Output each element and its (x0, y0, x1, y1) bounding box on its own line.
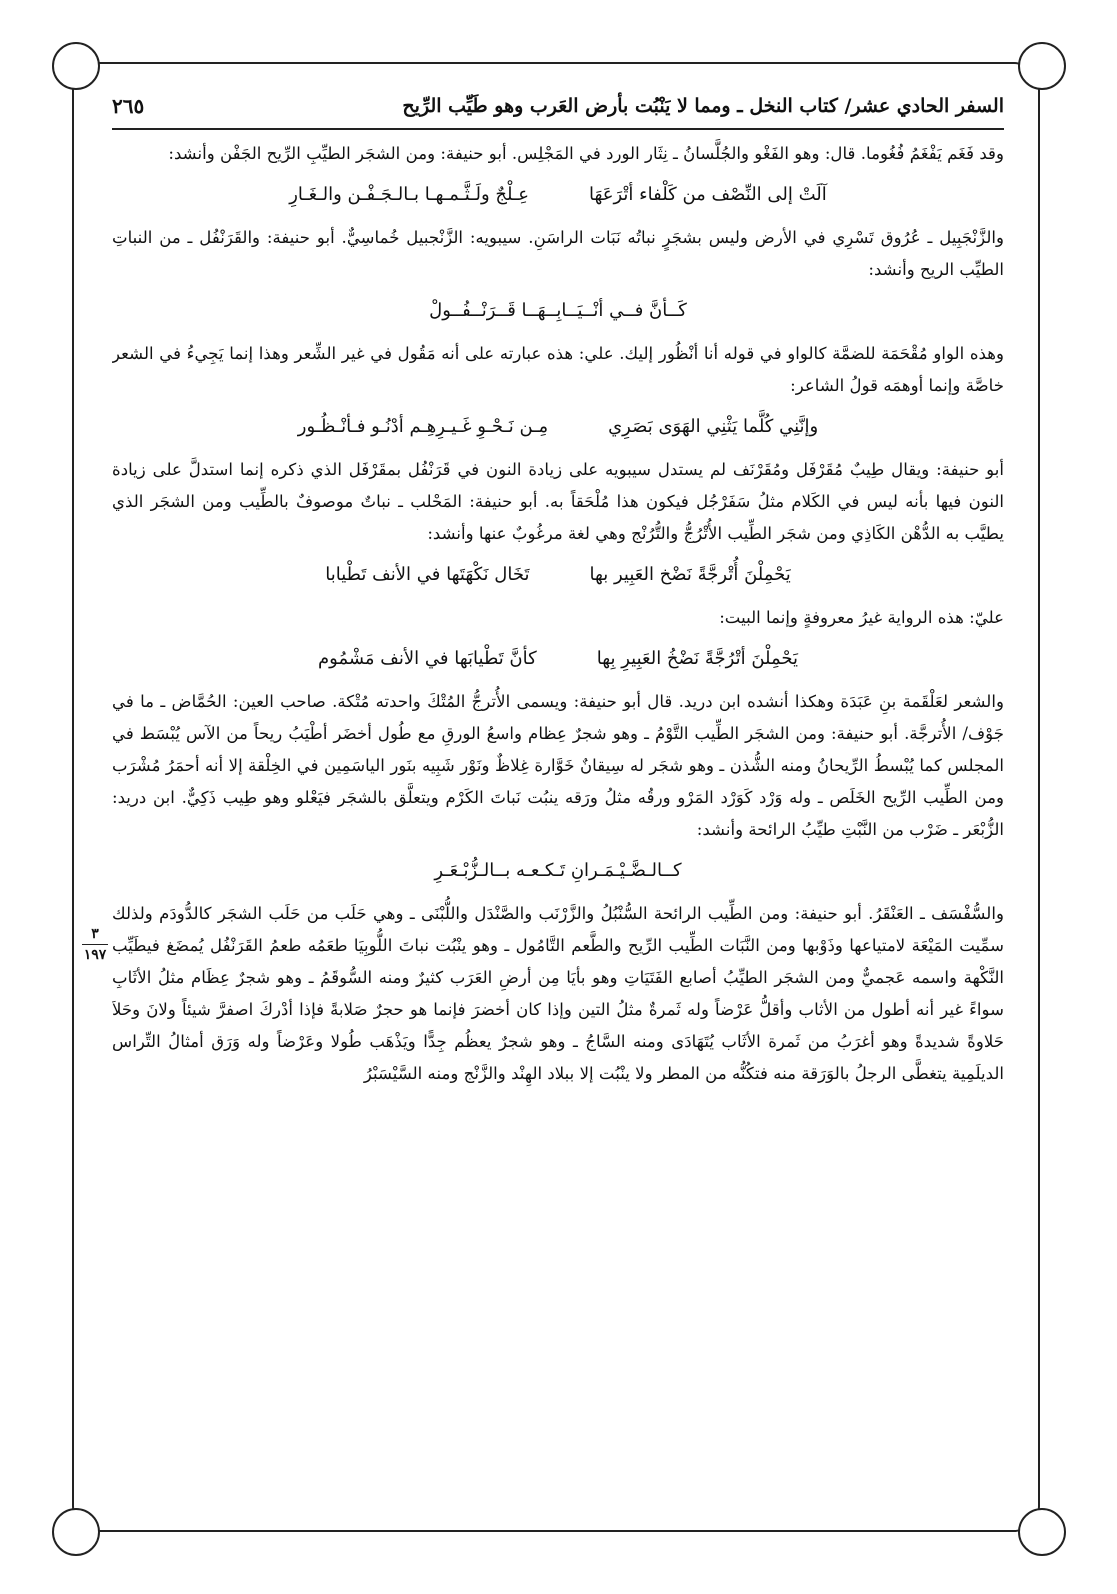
verse-5 (112, 640, 1004, 678)
verse-4 (112, 556, 1004, 594)
paragraph-1: وقد فَغَم يَفْغَمُ فُغُوما. قال: وهو الفَغْو والجُلَّسانُ ـ نِثَار الورد في المَجْلِس. أبو حنيفة: ومن الشجَر الطيِّبِ الرِّيح الجَفْن وأنشد: (168, 144, 1004, 163)
margin-reference-divider (82, 944, 108, 945)
paragraph-5: عليّ: هذه الرواية غيرُ معروفةٍ وإنما البيت: (719, 608, 1004, 627)
page-number: ٢٦٥ (112, 94, 145, 118)
paragraph-6: والشعر لعَلْقَمة بنِ عَبَدَة وهكذا أنشده ابن دريد. قال أبو حنيفة: ويسمى الأُترجُّ المُتْكَ واحدته مُتْكة. صاحب العين: الحُمَّاض ـ ما في جَوْف/ الأُترجَّة. أبو حنيفة: ومن الشجَر الطِّيب التَّوْمُ ـ وهو شجرٌ عِظام واسعُ الورقِ مع طُول أخضَر أطْيَبُ ريحاً من الآس يُبْسَط في المجلس كما يُبْسطُ الرِّيحانُ ومنه الشُّذن ـ وهو شجَر له سِيقانٌ خَوَّارة غِلاظٌ ونَوْر شَبِيه بنَور الياسَمِين في الخِلْقة إلا أنه أحمَرُ مُشْرَب ومن الطِّيب الرِّيح الخَلَص ـ وله وَرْد كَوَرْد المَرْو ورقُه مثلُ ورَقه ينبُت نَباتَ الكَرْم ويتعلَّق بالشجَر فيَعْلو وهو طِيب ذَكِيٌّ. ابن دريد: الزُّبْعَر ـ ضَرْب من النَّبْتِ طيِّبُ الرائحة وأنشد: (112, 692, 1004, 839)
running-header (112, 84, 1004, 130)
verse-5-second-hemistich: كأنَّ تَطْيابَها في الأنف مَشْمُوم (318, 648, 537, 669)
verse-4-second-hemistich: تَخَال نَكْهَتَها في الأنف تَطْيابا (325, 564, 530, 585)
verse-3 (112, 408, 1004, 446)
frame-corner-top-right (1018, 42, 1066, 90)
verse-4-first-hemistich: يَحْمِلْنَ أُتْرجَّةً نَضْخ العَبِير بها (589, 564, 791, 585)
verse-1-first-hemistich: آلَتْ إلى النِّصْف من كَلْفاء أتْرَعَهَا (588, 184, 827, 205)
paragraph-3: وهذه الواو مُقْحَمَة للضمَّة كالواو في قوله أنا أنْظُور إليك. علي: هذه عبارته على أنه مَقُول في غير الشِّعر وهذا إنما يَجِيءُ في الشعر خاصَّة وإنما أوهمَه قولُ الشاعر: (112, 344, 1004, 395)
paragraph-2: والزَّنْجَبِيل ـ عُرُوق تَسْرِي في الأرض وليس بشجَرٍ نباتُه نَبَات الراسَنِ. سيبويه: الزَّنْجبيل خُماسِيٌّ. أبو حنيفة: والقَرَنْفُل ـ من النباتِ الطيِّب الريح وأنشد: (112, 228, 1004, 279)
margin-reference-top: ٣ (91, 926, 99, 942)
paragraph-7: والسُّفْسَف ـ العَنْقَرُ. أبو حنيفة: ومن الطِّيب الرائحة السُّنْبُلُ والزَّرْنَب والصَّنْدَل واللُّبْنَى ـ وهي حَلَب من حَلَب الشجَر كالدُّودَم ولذلك سمِّيت المَيْعَة لامتياعها وذَوْبها ومن النَّبَات الطِّيب الرِّيح والطَّعم التَّامُول ـ وهو ينْبُت نباتَ اللُّوبِيَا طعَمُه طعمُ القَرَنْفُل يُمضَغ فيطَيِّب النَّكْهة واسمه عَجميٌّ ومن الشجَر الطيِّبُ أصابع الفَتَيَاتِ وهو بأيَا مِن أرضِ العَرَب كثيرٌ ومنه السُّوقَمُ ـ وهو شجرٌ عِظَام مثلُ الأثَابِ سواءً غير أنه أطول من الأثاب وأقلُّ عَرْضاً وله ثَمرةٌ مثلُ التين وإذا كان أخضرَ فإنما هو حجرٌ صَلابةً فإذا أدْركَ اصفرَّ شيئاً ولانَ وحَلاَ حَلاوةً شديدةً وهو أغرَبُ من ثَمرة الأثَاب يُتَهَادَى ومنه السَّاجُ ـ وهو شجرٌ يعظُم جِدًّا ويَذْهَب طُولا وعَرْضاً وله وَرَق أمثالُ التِّراس الديلَمِية يتغطَّى الرجلُ بالوَرَقة منه فتكُنُّه من المطر ولا ينْبُت إلا ببلاد الهِنْد والزَّنْج ومنه السَّيْسَبْرُ (112, 904, 1004, 1083)
verse-2: كَــأنَّ فــي أنْــيَــابِــهَــا قَــرَنْــفُــولْ (429, 300, 687, 321)
verse-3-first-hemistich: وإنَّنِي كُلَّما يَثْنِي الهَوَى بَصَرِي (608, 416, 819, 437)
verse-3-second-hemistich: مِـن نَـحْـوِ غَـيـرِهِـم أدْنُـو فـأنْـظُـور (297, 416, 549, 437)
frame-corner-bottom-left (52, 1508, 100, 1556)
header-title: السفر الحادي عشر/ كتاب النخل ـ ومما لا يَنْبُت بأرض العَرب وهو طَيِّب الرِّيح (402, 95, 1004, 117)
verse-6: كــالـضَّـيْـمَـرانِ تَـكـعـه بــالـزُّبْـعَـرِ (434, 860, 682, 881)
margin-reference (78, 926, 112, 963)
page-body (112, 138, 1004, 1508)
paragraph-4: أبو حنيفة: ويقال طِيبٌ مُقَرْفَل ومُقَرْنَف لم يستدل سيبويه على زيادة النون في قَرَنْفُل بمقَرْفَل الذي ذكره إنما استدلَّ على زيادة النون فيها بأنه ليس في الكَلام مثلُ سَفَرْجُل فيكون هذا مُلْحَقاً به. أبو حنيفة: المَحْلب ـ نباتٌ موصوفٌ بالطِّيب ومن الشجَر الذي يطيَّب به الدُّهْن الكَاذِي ومن شجَر الطِّيب الأُتْرُجُّ والتُّرُنْج وهي لغة مرغُوبٌ عنها وأنشد: (112, 460, 1004, 543)
verse-1 (112, 176, 1004, 214)
margin-reference-bottom: ١٩٧ (83, 947, 107, 963)
verse-5-first-hemistich: يَحْمِلْنَ أتْرُجَّةً نَضْخُ العَبِيرِ بِها (596, 648, 799, 669)
frame-corner-top-left (52, 42, 100, 90)
frame-corner-bottom-right (1018, 1508, 1066, 1556)
verse-1-second-hemistich: عِـلْجٌ ولَـثَّـمـهـا بـالـجَـفْـن والـغَـارِ (289, 184, 529, 205)
